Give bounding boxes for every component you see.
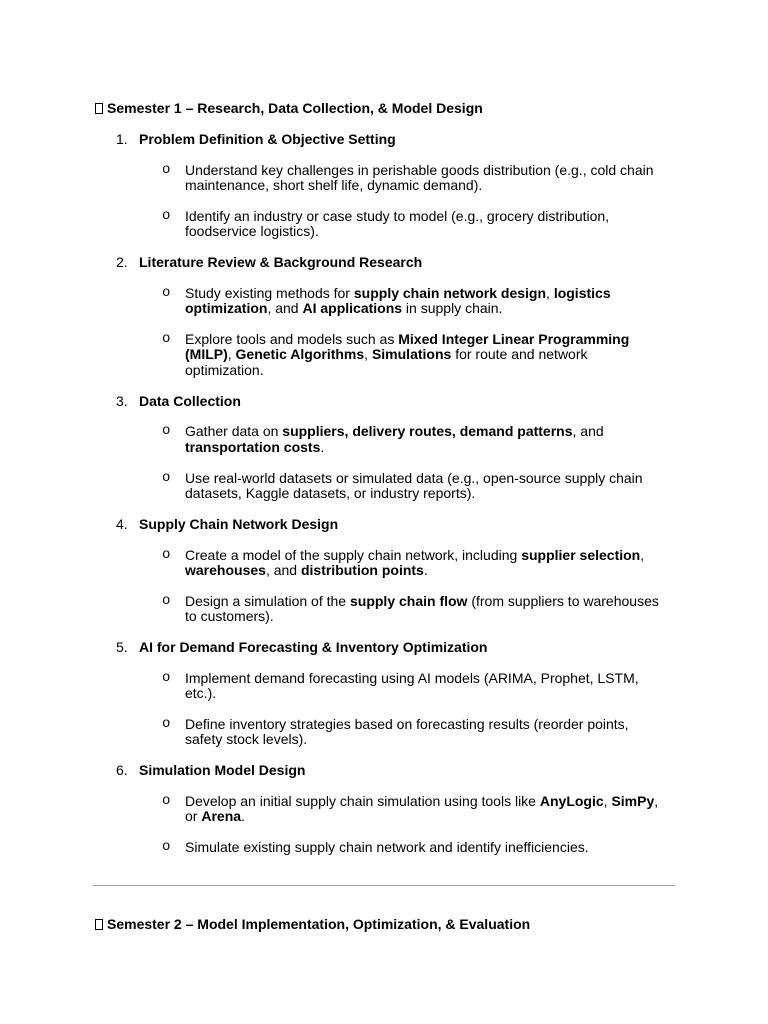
item-number: 1. [116, 130, 128, 147]
bold-text-segment: distribution points [300, 562, 424, 579]
list-item-heading [0, 132, 768, 147]
bullet-text [185, 331, 629, 378]
text-segment: Implement demand forecasting using AI models (ARIMA, Prophet, LSTM, etc.). [185, 669, 639, 702]
bullet-circle-icon: o [162, 839, 171, 856]
text-segment: . [320, 438, 325, 455]
horizontal-rule [93, 885, 675, 886]
bullet-item [0, 424, 665, 455]
bullet-circle-icon: o [162, 284, 171, 301]
semester-1-section [0, 101, 768, 856]
bold-text-segment: SimPy [611, 793, 655, 810]
bold-text-segment: warehouses [185, 562, 266, 579]
text-segment: (from suppliers to warehouses to customers). [185, 592, 659, 625]
list-item-heading [0, 640, 768, 655]
text-segment: Use real-world datasets or simulated data (e.g., open-source supply chain datasets, Kaggle datasets, or industry reports). [185, 469, 643, 502]
item-number: 2. [116, 254, 128, 270]
text-segment: , and [267, 300, 303, 317]
text-segment: Explore tools and models such as [185, 331, 399, 347]
text-segment: for route and network optimization. [185, 346, 588, 378]
semester-1-heading [0, 101, 768, 116]
bullet-item [0, 671, 665, 702]
list-item-heading [0, 517, 768, 532]
bullet-circle-icon: o [162, 469, 171, 486]
bold-text-segment: suppliers, delivery routes, demand patterns [282, 423, 573, 440]
bullet-circle-icon: o [162, 331, 171, 347]
text-segment: , and [265, 562, 301, 579]
text-segment: Create a model of the supply chain network, including [185, 546, 522, 563]
item-title: Simulation Model Design [139, 762, 306, 779]
bullet-circle-icon: o [162, 592, 171, 609]
text-segment: , or [185, 793, 659, 825]
bullet-item [0, 840, 665, 855]
bold-text-segment: supply chain network design [353, 284, 547, 301]
list-item-heading [0, 763, 768, 778]
item-title: Supply Chain Network Design [139, 515, 339, 532]
item-title: Data Collection [139, 392, 241, 409]
bullet-text [185, 285, 611, 316]
bullet-text [185, 547, 644, 578]
text-segment: . [241, 808, 245, 825]
bold-text-segment: transportation costs [185, 438, 321, 455]
semester-2-heading-text: Semester 2 – Model Implementation, Optimization, & Evaluation [107, 915, 531, 932]
bullet-text [185, 716, 629, 747]
text-segment: , and [572, 423, 604, 440]
text-segment: in supply chain. [402, 300, 503, 317]
list-item [0, 640, 768, 748]
bullet-item [0, 794, 665, 825]
item-title: AI for Demand Forecasting & Inventory Optimization [139, 639, 488, 656]
item-title: Literature Review & Background Research [139, 254, 423, 270]
list-item [0, 394, 768, 502]
text-segment: , [640, 546, 645, 563]
bullet-circle-icon: o [162, 161, 171, 178]
text-segment: , [227, 346, 236, 363]
list-item [0, 517, 768, 625]
bullet-item [0, 163, 665, 194]
bold-text-segment: Mixed Integer Linear Programming (MILP) [185, 331, 630, 363]
bullet-circle-icon: o [162, 793, 171, 810]
bold-text-segment: supply chain flow [349, 592, 468, 609]
bold-text-segment: supplier selection [521, 546, 641, 563]
bold-text-segment: logistics optimization [185, 284, 611, 317]
bullet-item [0, 548, 665, 579]
list-item [0, 763, 768, 855]
semester-2-section [0, 917, 768, 932]
text-segment: Develop an initial supply chain simulation using tools like [185, 793, 540, 810]
text-segment: , [546, 284, 554, 301]
bullet-text [185, 593, 659, 624]
text-segment: Study existing methods for [185, 284, 354, 301]
bullet-text [185, 470, 643, 501]
bold-text-segment: Genetic Algorithms [235, 346, 365, 363]
bullet-text [185, 839, 589, 855]
bullet-item [0, 471, 665, 502]
bold-text-segment: Arena [201, 808, 242, 825]
semester-1-list [0, 132, 768, 856]
bullet-text [185, 670, 639, 701]
bold-text-segment: Simulations [371, 346, 452, 363]
text-segment: Define inventory strategies based on forecasting results (reorder points, safety stock levels). [185, 716, 629, 748]
bullet-text [185, 208, 609, 239]
text-segment: . [423, 562, 428, 579]
item-number: 5. [116, 639, 128, 656]
item-number: 4. [116, 515, 128, 532]
text-segment: , [603, 793, 612, 810]
bullet-circle-icon: o [162, 423, 171, 440]
bullet-text [185, 162, 654, 193]
list-item-heading [0, 255, 768, 270]
bullet-circle-icon: o [162, 546, 171, 563]
semester-1-heading-text: Semester 1 – Research, Data Collection, & Model Design [107, 100, 483, 116]
bullet-item [0, 594, 665, 625]
text-segment: , [364, 346, 372, 363]
item-title: Problem Definition & Objective Setting [139, 130, 396, 147]
bullet-circle-icon: o [162, 207, 171, 224]
bullet-item [0, 332, 665, 378]
bullet-text [185, 793, 658, 824]
list-item [0, 255, 768, 378]
bullet-circle-icon: o [162, 669, 171, 686]
bullet-item [0, 286, 665, 317]
bullet-item [0, 209, 665, 240]
bold-text-segment: AnyLogic [539, 793, 604, 810]
missing-glyph-icon [95, 919, 103, 930]
semester-2-heading [0, 917, 768, 932]
bullet-text [185, 423, 604, 454]
bullet-circle-icon: o [162, 716, 171, 733]
bullet-item [0, 717, 665, 748]
item-number: 6. [116, 762, 128, 779]
text-segment: Design a simulation of the [185, 592, 350, 609]
text-segment: Understand key challenges in perishable goods distribution (e.g., cold chain maintenance, short shelf life, dynamic demand). [185, 161, 654, 193]
text-segment: Identify an industry or case study to model (e.g., grocery distribution, foodservice logistics). [185, 207, 610, 240]
missing-glyph-icon [95, 103, 103, 114]
bold-text-segment: AI applications [302, 300, 403, 317]
list-item [0, 132, 768, 240]
item-number: 3. [116, 392, 128, 409]
list-item-heading [0, 394, 768, 409]
text-segment: Simulate existing supply chain network and identify inefficiencies. [185, 839, 589, 856]
text-segment: Gather data on [185, 423, 283, 440]
